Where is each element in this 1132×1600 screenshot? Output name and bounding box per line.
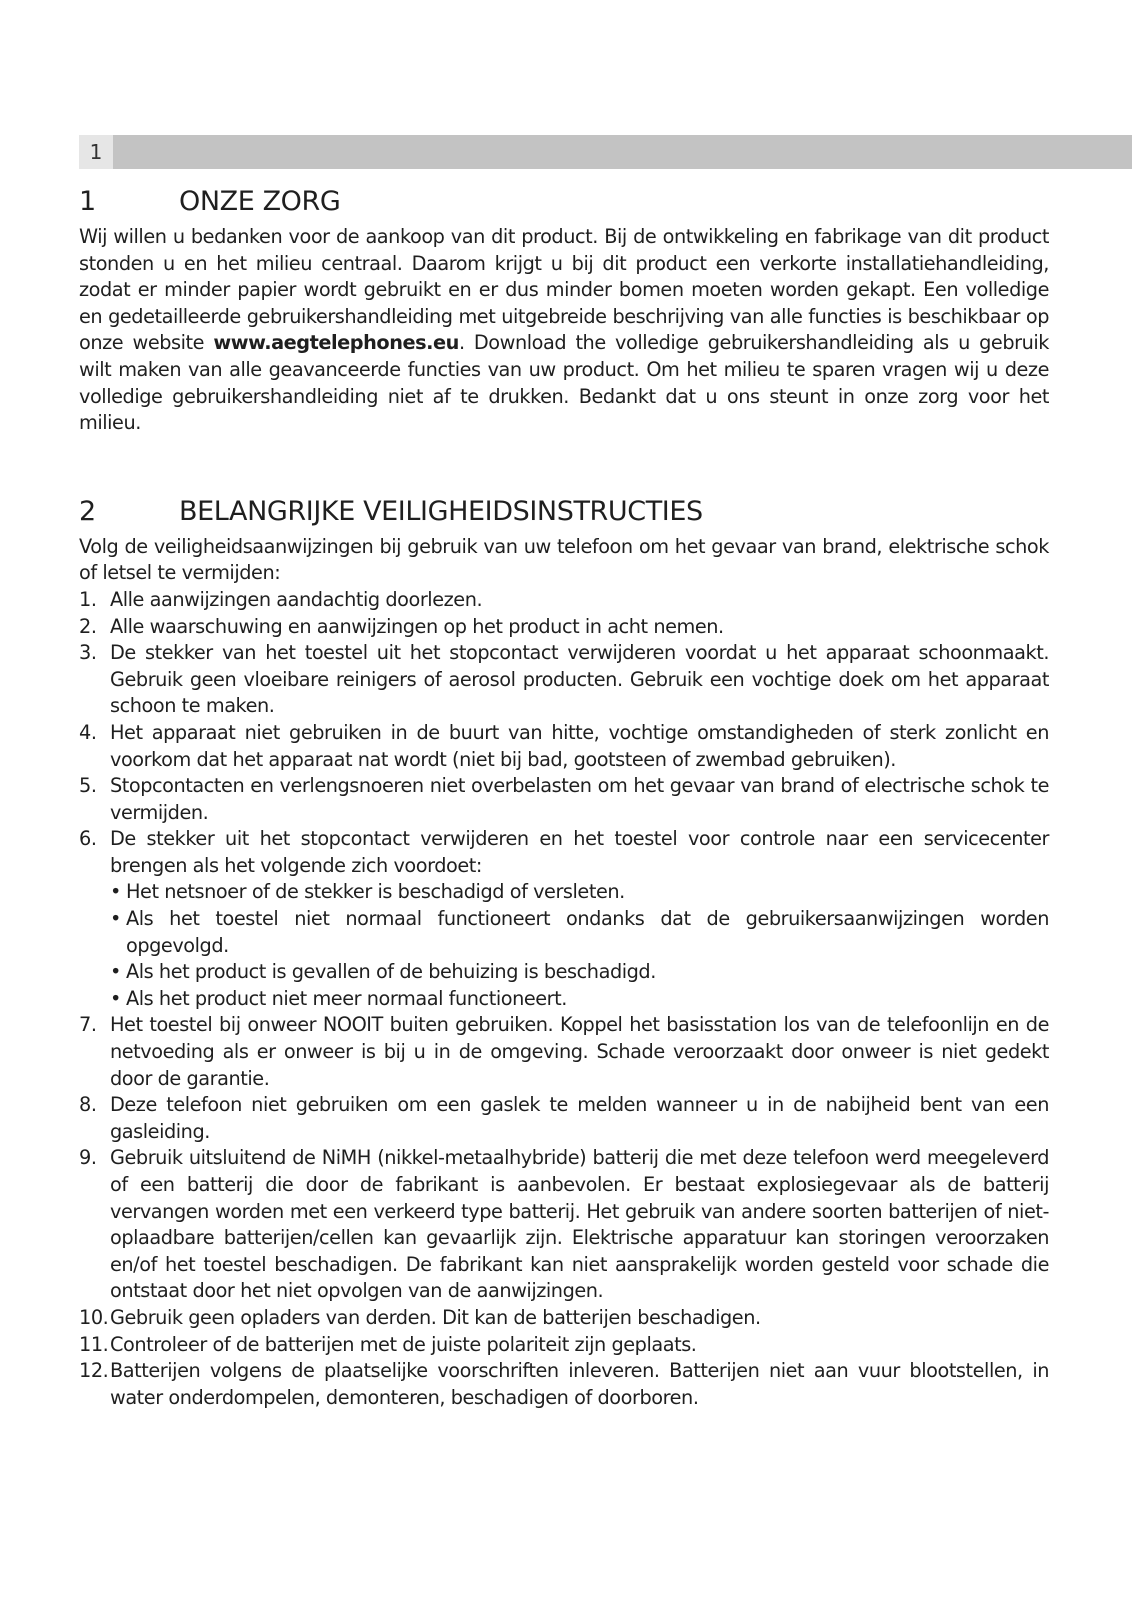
section-2-title: BELANGRIJKE VEILIGHEIDSINSTRUCTIES [179,495,703,527]
bullet-text: Als het product is gevallen of de behuizing is beschadigd. [126,960,656,984]
item-number: 9. [79,1146,97,1170]
bullet-item [110,959,1049,986]
item-number: 10. [79,1305,109,1329]
item-number: 3. [79,641,97,665]
section-2-number: 2 [79,495,96,527]
website-link: www.aegtelephones.eu [213,331,459,355]
page-number: 1 [79,135,113,169]
item-number: 6. [79,827,97,851]
document-body [79,182,1049,1411]
list-item [79,1092,1049,1145]
item-number: 12. [79,1359,109,1383]
section-1-number: 1 [79,186,96,217]
item-number: 5. [79,774,97,798]
item-text: Stopcontacten en verlengsnoeren niet overbelasten om het gevaar van brand of electrische schok te vermijden. [110,774,1049,824]
bullet-glyph: • [110,907,121,931]
item-text: Controleer of de batterijen met de juiste polariteit zijn geplaats. [110,1332,697,1356]
list-item [79,1332,1049,1359]
bullet-item [110,906,1049,959]
item-6-bullet-list [110,879,1049,1012]
item-number: 2. [79,614,97,638]
list-item [79,1145,1049,1305]
list-item [79,1012,1049,1092]
item-text: Gebruik uitsluitend de NiMH (nikkel-metaalhybride) batterij die met deze telefoon werd meegeleverd of een batterij die door de fabrikant is aanbevolen. Er bestaat explosiegevaar als de batterij vervangen worden met een verkeerd type batterij. Het gebruik van andere soorten batterijen of niet-oplaadbare batterijen/cellen kan gevaarlijk zijn. Elektrische apparatuur kan storingen veroorzaken en/of het toestel beschadigen. De fabrikant kan niet aansprakelijk worden gesteld voor schade die ontstaat door het niet opvolgen van de aanwijzingen. [110,1146,1049,1303]
section-1-text-before: Wij willen u bedanken voor de aankoop van dit product. Bij de ontwikkeling en fabrikage van dit product stonden u en het milieu centraal. Daarom krijgt u bij dit product een verkorte installatiehandleiding, zodat er minder papier wordt gebruikt en er dus minder bomen moeten worden gekapt. Een volledige en gedetailleerde gebruikershandleiding met uitgebreide beschrijving van alle functies is beschikbaar op onze website [79,225,1049,355]
section-2-heading [79,492,1049,532]
section-1-heading [79,182,1049,222]
section-1-title: ONZE ZORG [179,186,341,217]
item-body [110,826,1049,1012]
item-text: De stekker van het toestel uit het stopcontact verwijderen voordat u het apparaat schoonmaakt. Gebruik geen vloeibare reinigers of aerosol producten. Gebruik een vochtige doek om het apparaat schoon te maken. [110,641,1049,718]
list-item [79,826,1049,1012]
list-item [79,720,1049,773]
bullet-text: Als het toestel niet normaal functioneert ondanks dat de gebruikersaanwijzingen worden opgevolgd. [126,907,1049,957]
item-number: 7. [79,1013,97,1037]
item-text: Alle aanwijzingen aandachtig doorlezen. [110,587,483,611]
list-item [79,614,1049,641]
section-2-intro: Volg de veiligheidsaanwijzingen bij gebruik van uw telefoon om het gevaar van brand, elektrische schok of letsel te vermijden: [79,534,1049,585]
item-number: 4. [79,720,97,744]
item-text: Het toestel bij onweer NOOIT buiten gebruiken. Koppel het basisstation los van de telefoonlijn en de netvoeding als er onweer is bij u in de omgeving. Schade veroorzaakt door onweer is niet gedekt door de garantie. [110,1013,1049,1090]
bullet-text: Het netsnoer of de stekker is beschadigd of versleten. [126,880,625,904]
list-item [79,773,1049,826]
bullet-item [110,986,1049,1013]
bullet-text: Als het product niet meer normaal functioneert. [126,986,567,1010]
item-text: Deze telefoon niet gebruiken om een gaslek te melden wanneer u in de nabijheid bent van een gasleiding. [110,1093,1049,1143]
section-1-text-after: . Download the volledige gebruikershandleiding als u gebruik wilt maken van alle geavanceerde functies van uw product. Om het milieu te sparen vragen wij u deze volledige gebruikershandleiding niet af te drukken. Bedankt dat u ons steunt in onze zorg voor het milieu. [79,331,1049,435]
item-number: 11. [79,1332,109,1356]
item-number: 8. [79,1093,97,1117]
safety-instructions-list [79,587,1049,1411]
page-header-bar [79,135,1132,169]
bullet-glyph: • [110,880,121,904]
list-item [79,640,1049,720]
item-text: Het apparaat niet gebruiken in de buurt van hitte, vochtige omstandigheden of sterk zonlicht en voorkom dat het apparaat nat wordt (niet bij bad, gootsteen of zwembad gebruiken). [110,720,1049,771]
item-text: Batterijen volgens de plaatselijke voorschriften inleveren. Batterijen niet aan vuur blootstellen, in water onderdompelen, demonteren, beschadigen of doorboren. [110,1359,1049,1409]
bullet-glyph: • [110,986,121,1010]
bullet-item [110,879,1049,906]
item-number: 1. [79,587,97,611]
section-1-paragraph [79,224,1049,437]
list-item [79,1305,1049,1332]
list-item [79,1358,1049,1411]
item-text: Gebruik geen opladers van derden. Dit kan de batterijen beschadigen. [110,1305,761,1329]
item-text: Alle waarschuwing en aanwijzingen op het product in acht nemen. [110,614,724,638]
list-item [79,587,1049,614]
bullet-glyph: • [110,960,121,984]
item-text: De stekker uit het stopcontact verwijderen en het toestel voor controle naar een servicecenter brengen als het volgende zich voordoet: [110,827,1049,877]
